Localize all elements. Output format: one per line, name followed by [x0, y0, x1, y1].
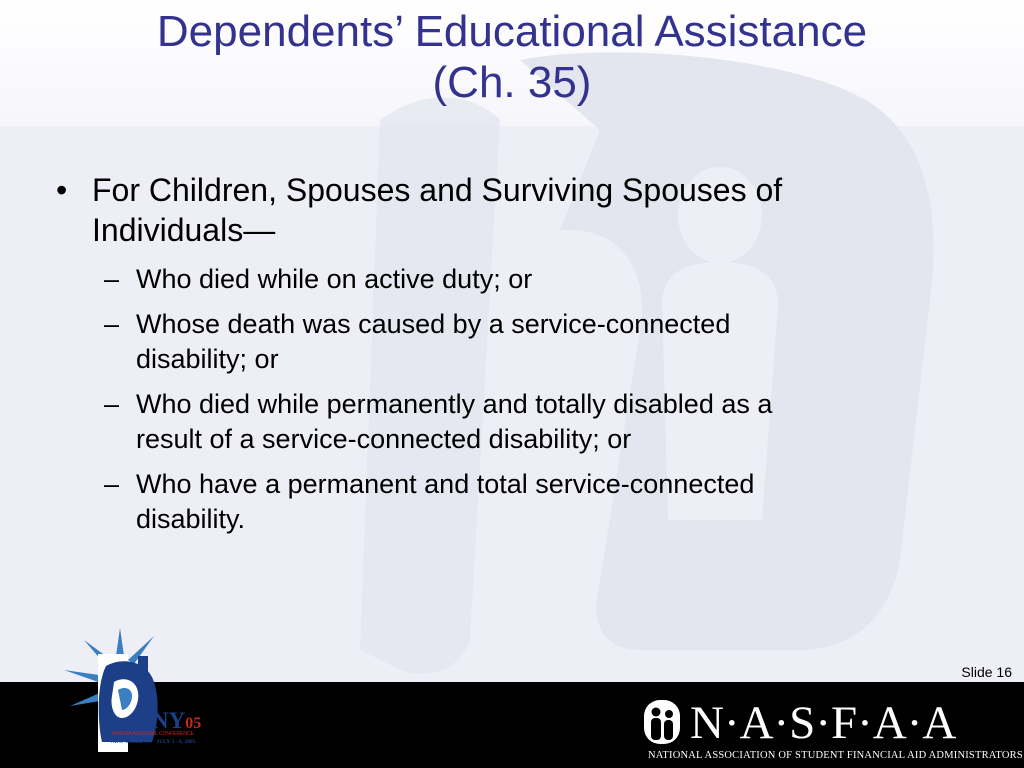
nasfaa-full-name: NATIONAL ASSOCIATION OF STUDENT FINANCIAL AID ADMINISTRATORS [648, 750, 1023, 761]
sub-bullet-text: Who died while permanently and totally disabled as a [136, 389, 773, 419]
bullet-text-line-2: Individuals— [92, 212, 276, 248]
sub-bullet-text: result of a service-connected disability; or [136, 424, 632, 454]
conference-ny-text: NY [152, 708, 186, 733]
conference-name: NASFAA NATIONAL CONFERENCE [112, 731, 194, 737]
sub-bullet-text: disability. [136, 504, 246, 534]
slide-title [40, 6, 984, 108]
sub-bullet-text: disability; or [136, 344, 279, 374]
main-bullet [56, 170, 976, 250]
sub-bullet-text: Who have a permanent and total service-connected [136, 469, 755, 499]
sub-bullet-marker: – [104, 264, 120, 294]
sub-bullet [56, 387, 976, 457]
sub-bullet-text: Who died while on active duty; or [136, 264, 533, 294]
sub-bullet-marker: – [104, 469, 120, 499]
sub-bullet-marker: – [104, 309, 120, 339]
title-line-2: (Ch. 35) [432, 58, 592, 107]
conference-location-date: NEW YORK, NY · JULY 3 - 6, 2005 [110, 739, 196, 745]
sub-bullet-marker: – [104, 389, 120, 419]
slide-number: Slide 16 [961, 664, 1012, 680]
nasfaa-wordmark: N·A·S·F·A·A [690, 697, 957, 749]
sub-bullet [56, 467, 976, 537]
sub-bullet [56, 262, 976, 297]
slide-content [56, 170, 976, 547]
bullet-marker: • [56, 172, 68, 208]
sub-bullet-text: Whose death was caused by a service-connected [136, 309, 731, 339]
conference-year: 05 [185, 715, 202, 732]
bullet-text-line-1: For Children, Spouses and Surviving Spouses of [92, 172, 783, 208]
sub-bullet [56, 307, 976, 377]
title-line-1: Dependents’ Educational Assistance [156, 7, 868, 56]
